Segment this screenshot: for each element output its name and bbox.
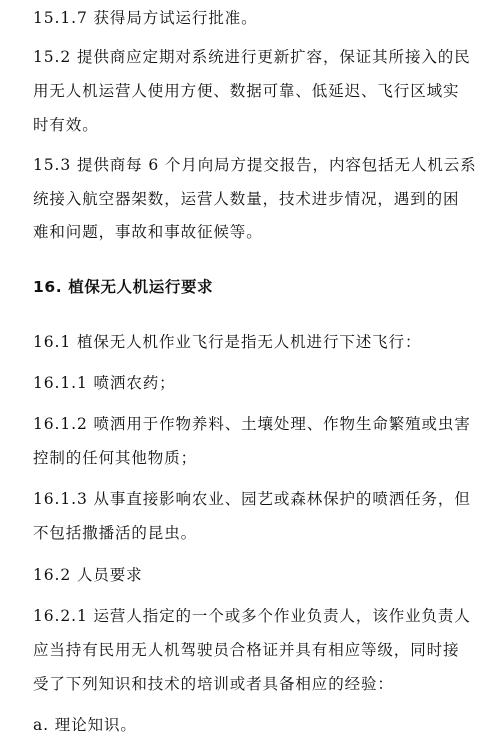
text-line: 难和问题，事故和事故征候等。 bbox=[33, 223, 263, 241]
text-line: 应当持有民用无人机驾驶员合格证并具有相应等级，同时接 bbox=[33, 641, 460, 659]
section-heading: 16. 植保无人机运行要求 bbox=[33, 278, 214, 296]
text-line: 15.1.7 获得局方试运行批准。 bbox=[33, 9, 258, 27]
text-line: 统接入航空器架数，运营人数量，技术进步情况，遇到的困 bbox=[33, 190, 460, 208]
text-line: 15.2 提供商应定期对系统进行更新扩容，保证其所接入的民 bbox=[33, 48, 471, 66]
text-line: 16.2.1 运营人指定的一个或多个作业负责人，该作业负责人 bbox=[33, 607, 471, 625]
text-line: 16.2 人员要求 bbox=[33, 566, 143, 584]
text-line: 16.1.1 喷洒农药； bbox=[33, 374, 176, 392]
text-line: 16.1.3 从事直接影响农业、园艺或森林保护的喷洒任务，但 bbox=[33, 490, 471, 508]
text-line: 受了下列知识和技术的培训或者具备相应的经验： bbox=[33, 675, 394, 693]
text-line: 不包括撒播活的昆虫。 bbox=[33, 524, 198, 542]
text-line: 用无人机运营人使用方便、数据可靠、低延迟、飞行区域实 bbox=[33, 82, 460, 100]
text-line: 16.1.2 喷洒用于作物养料、土壤处理、作物生命繁殖或虫害 bbox=[33, 415, 471, 433]
text-line: 时有效。 bbox=[33, 116, 99, 134]
text-line: 控制的任何其他物质； bbox=[33, 449, 198, 467]
text-line: a. 理论知识。 bbox=[33, 716, 137, 734]
text-line: 15.3 提供商每 6 个月向局方提交报告，内容包括无人机云系 bbox=[33, 156, 477, 174]
text-line: 16.1 植保无人机作业飞行是指无人机进行下述飞行： bbox=[33, 333, 422, 351]
